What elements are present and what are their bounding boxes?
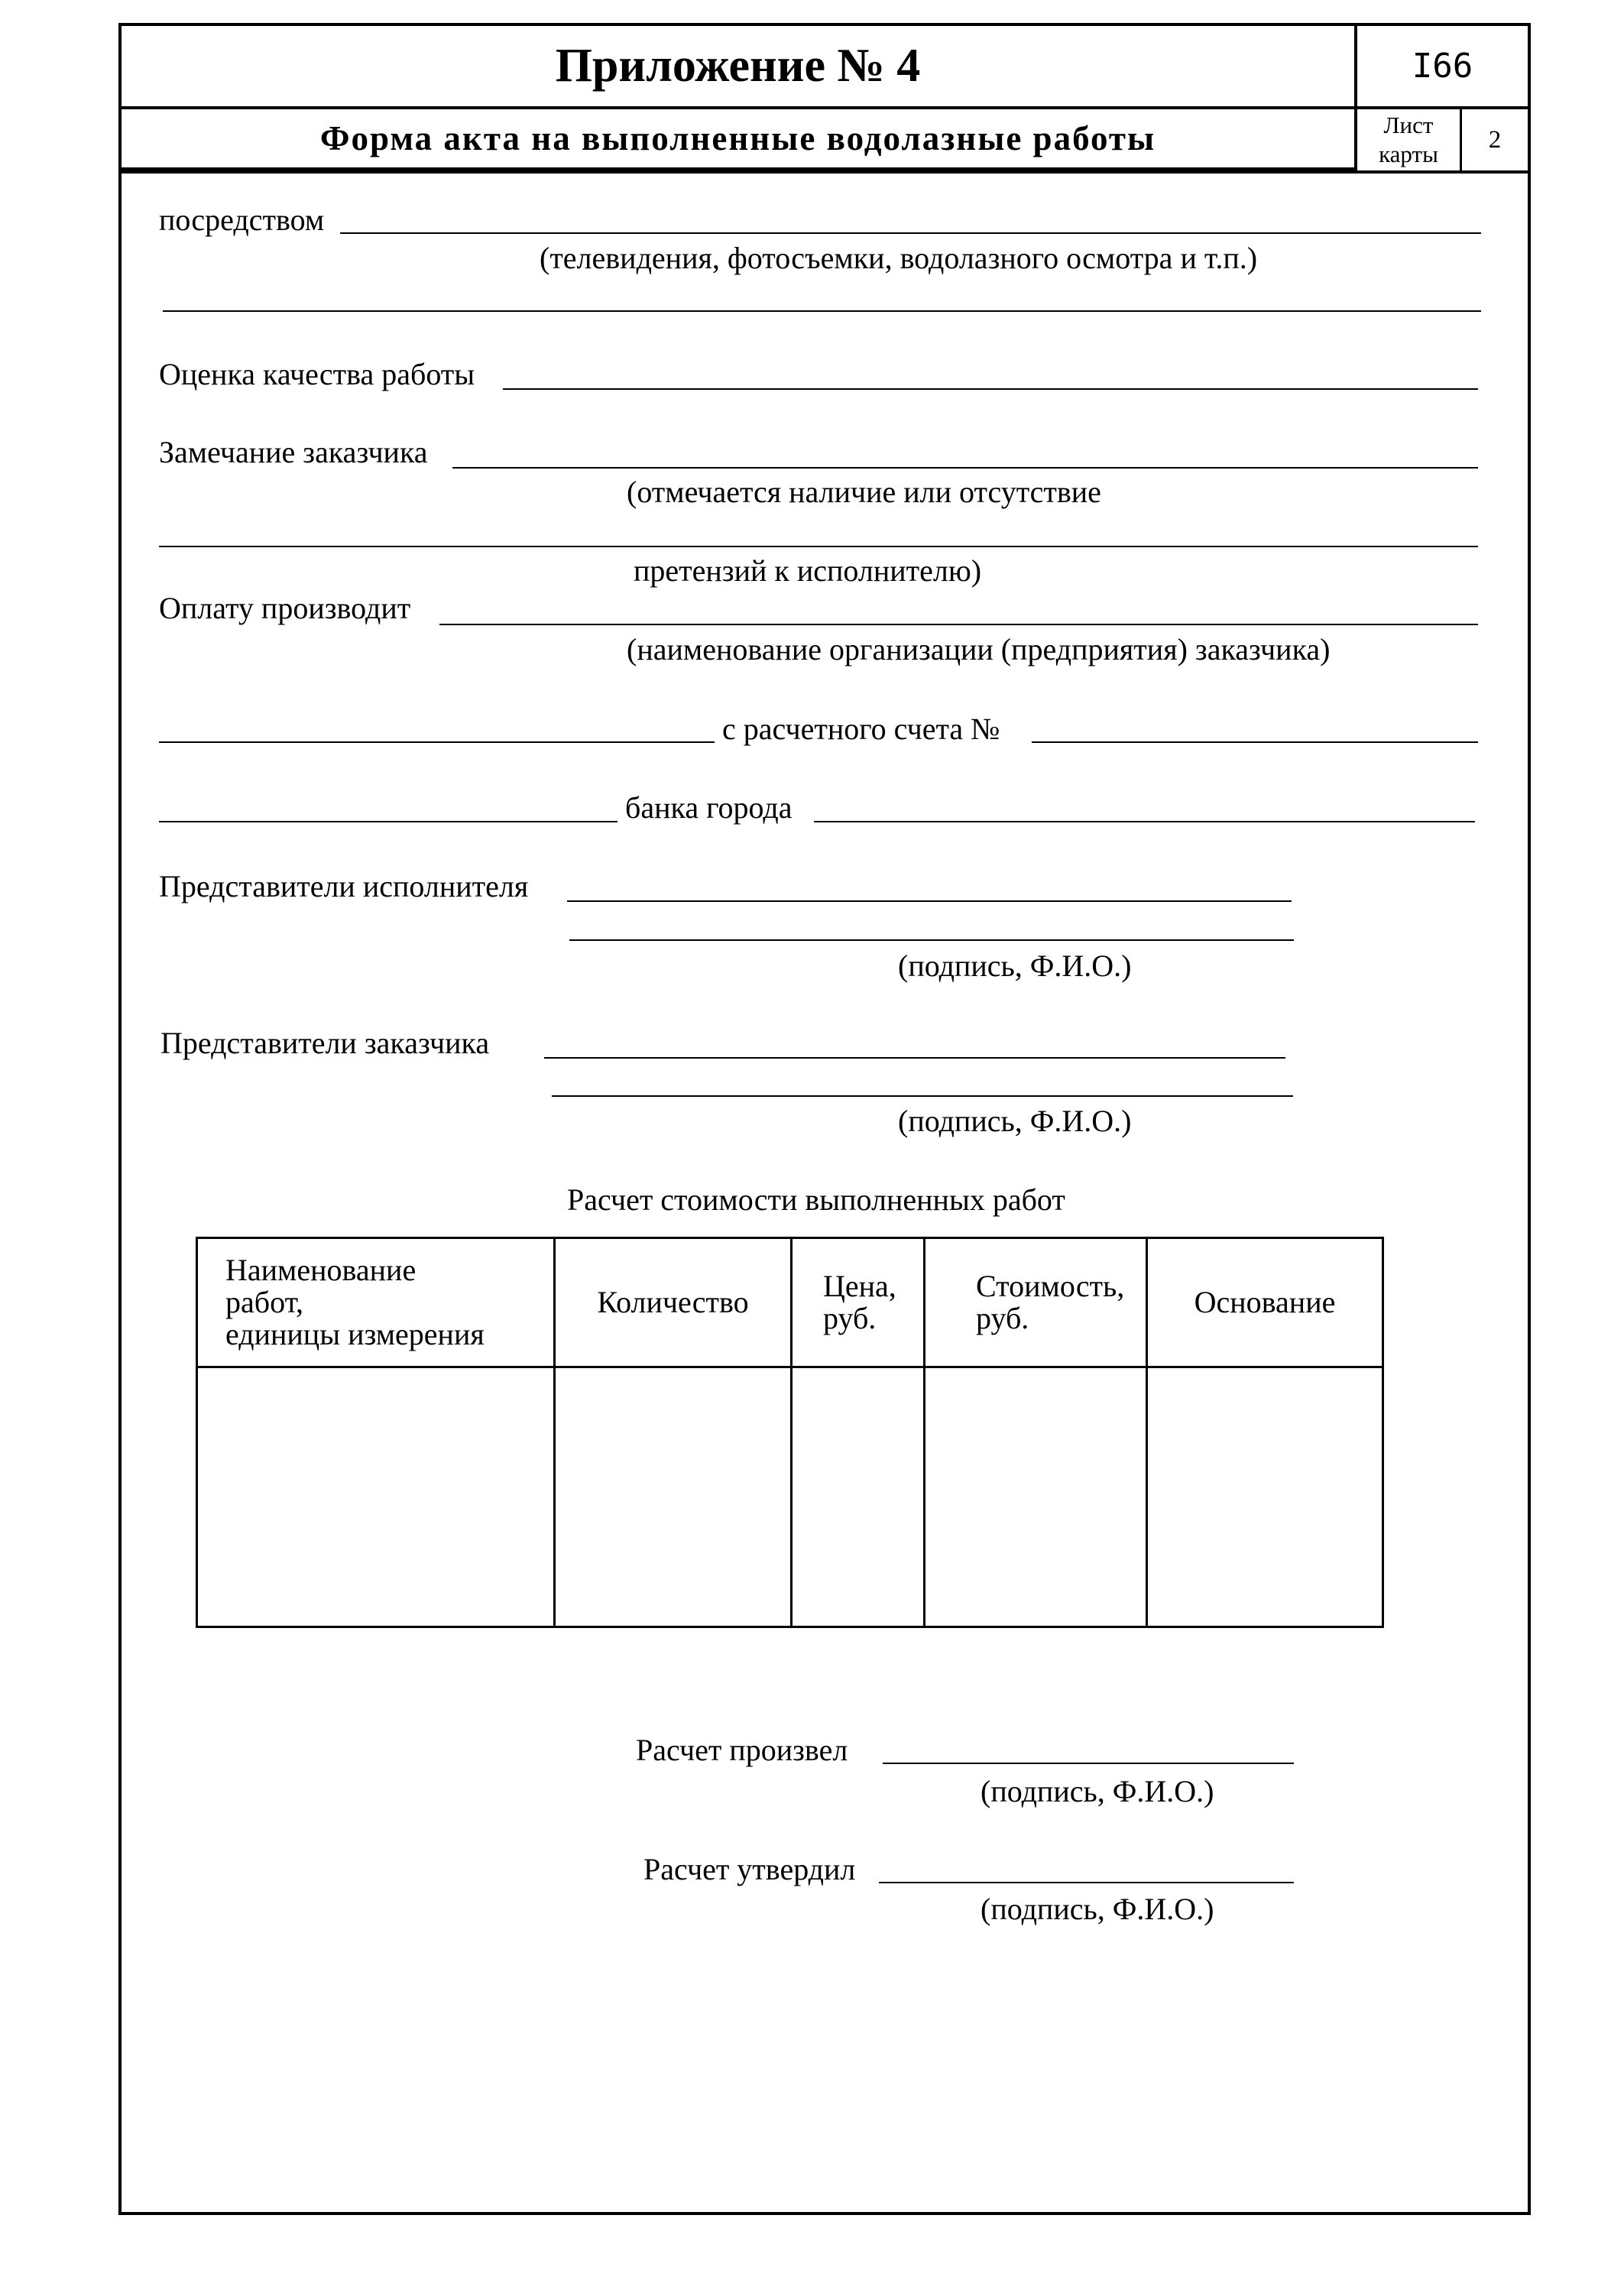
bank-label: банка города: [625, 790, 793, 825]
header-bottom-border: [122, 170, 1528, 174]
executor-sign-hint: (подпись, Ф.И.О.): [898, 949, 1132, 983]
sheet-label-line2: карты: [1379, 141, 1438, 167]
sheet-label-line1: Лист: [1383, 112, 1434, 138]
cell-basis[interactable]: [1147, 1367, 1383, 1627]
column-header-work-name: [197, 1238, 555, 1367]
column-header-work-name-line2: работ,: [225, 1285, 304, 1319]
calc-made-label: Расчет произвел: [636, 1733, 848, 1767]
column-header-cost-line2: руб.: [976, 1301, 1029, 1335]
via-hint: (телевидения, фотосъемки, водолазного осмотра и т.п.): [540, 241, 1258, 275]
document-number: I66: [1357, 26, 1528, 109]
cell-price[interactable]: [792, 1367, 925, 1627]
column-header-basis: [1147, 1238, 1383, 1367]
calc-made-sign-line[interactable]: [883, 1763, 1294, 1764]
payment-field-line[interactable]: [439, 624, 1478, 625]
executor-reps-label: Представители исполнителя: [159, 869, 529, 903]
cell-work-name[interactable]: [197, 1367, 555, 1627]
payer-field-line[interactable]: [159, 741, 715, 743]
column-header-work-name-line1: Наименование: [225, 1253, 417, 1287]
payment-hint: (наименование организации (предприятия) заказчика): [627, 632, 1331, 666]
form-subtitle: Форма акта на выполненные водолазные работы: [122, 109, 1354, 170]
executor-rep-line-2[interactable]: [569, 939, 1294, 941]
via-field-line-2[interactable]: [163, 310, 1481, 312]
sheet-label: [1357, 109, 1462, 170]
cell-quantity[interactable]: [555, 1367, 792, 1627]
column-header-work-name-line3: единицы измерения: [225, 1317, 485, 1351]
sheet-number: 2: [1488, 125, 1502, 154]
payment-label: Оплату производит: [159, 591, 411, 625]
customer-remark-field-line-2[interactable]: [159, 546, 1478, 547]
column-header-price-line1: Цена,: [823, 1269, 896, 1303]
calc-approved-hint: (подпись, Ф.И.О.): [981, 1892, 1214, 1926]
account-label: с расчетного счета №: [722, 712, 1000, 746]
quality-label: Оценка качества работы: [159, 357, 475, 391]
customer-rep-line-2[interactable]: [552, 1095, 1293, 1097]
cost-table: [196, 1237, 1384, 1628]
column-header-basis-line1: Основание: [1194, 1285, 1336, 1319]
column-header-quantity-line1: Количество: [597, 1285, 749, 1319]
cell-cost[interactable]: [925, 1367, 1147, 1627]
page-title: Приложение № 4: [122, 26, 1354, 109]
customer-remark-field-line[interactable]: [452, 467, 1478, 469]
customer-remark-hint-1: (отмечается наличие или отсутствие: [627, 475, 1101, 509]
customer-rep-line-1[interactable]: [544, 1057, 1285, 1059]
via-field-line[interactable]: [340, 232, 1481, 234]
customer-remark-hint-2: претензий к исполнителю): [634, 553, 982, 588]
account-number-field-line[interactable]: [1032, 741, 1478, 743]
bank-field-line[interactable]: [159, 821, 618, 822]
executor-rep-line-1[interactable]: [567, 900, 1292, 902]
column-header-price-line2: руб.: [823, 1301, 877, 1335]
bank-city-field-line[interactable]: [814, 821, 1475, 822]
via-label: посредством: [159, 203, 325, 237]
column-header-cost-line1: Стоимость,: [976, 1269, 1125, 1303]
cost-table-title: Расчет стоимости выполненных работ: [567, 1182, 1065, 1217]
table-row: [197, 1367, 1383, 1627]
customer-sign-hint: (подпись, Ф.И.О.): [898, 1104, 1132, 1138]
calc-made-hint: (подпись, Ф.И.О.): [981, 1774, 1214, 1808]
customer-remark-label: Замечание заказчика: [159, 435, 428, 469]
column-header-quantity: [555, 1238, 792, 1367]
column-header-price: [792, 1238, 925, 1367]
table-header-row: [197, 1238, 1383, 1367]
column-header-cost: [925, 1238, 1147, 1367]
calc-approved-label: Расчет утвердил: [643, 1852, 856, 1886]
calc-approved-sign-line[interactable]: [879, 1882, 1294, 1883]
customer-reps-label: Представители заказчика: [160, 1026, 490, 1060]
quality-field-line[interactable]: [503, 388, 1478, 390]
